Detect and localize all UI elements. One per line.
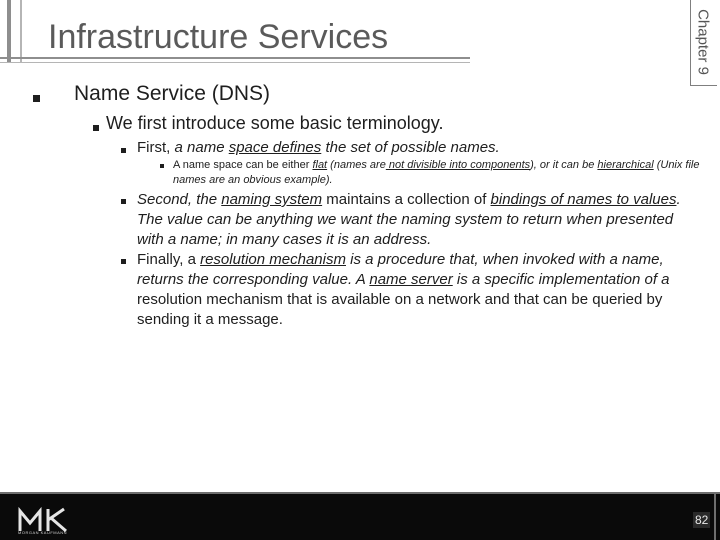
slide-title: Infrastructure Services (48, 18, 389, 56)
bullet-sub (160, 164, 164, 168)
heading-name-service: Name Service (DNS) (74, 82, 271, 105)
logo-subtext: MORGAN KAUFMANN (18, 530, 68, 535)
corner-frame-vertical-thin (20, 0, 22, 62)
bullet-second (121, 199, 126, 204)
sub-point-name-space: A name space can be either flat (names are not divisible into components), or it can be hierarchical (Unix file names are an obvious example). (173, 159, 700, 186)
bullet-level2 (93, 125, 99, 131)
bullet-finally (121, 259, 126, 264)
bullet-first (121, 148, 126, 153)
second-point: Second, the naming system maintains a collection of bindings of names to values. The value can be anything we want the naming system to return when presented with a name; in many cases it is an address. (137, 191, 681, 248)
chapter-label: Chapter 9 (694, 9, 712, 75)
first-point: First, a name space defines the set of possible names. (137, 139, 500, 156)
title-rule (0, 57, 470, 59)
corner-frame-vertical (7, 0, 11, 62)
finally-point: Finally, a resolution mechanism is a procedure that, when invoked with a name, returns the corresponding value. A name server is a specific implementation of a resolution mechanism that is available on a network and that can be queried by sending it a message. (137, 251, 670, 328)
page-number: 82 (695, 513, 709, 527)
title-rule-thin (0, 62, 470, 63)
intro-line: We first introduce some basic terminology. (106, 113, 444, 133)
bullet-level1 (33, 95, 40, 102)
footer-rule-vertical (714, 494, 716, 540)
footer-bar (0, 494, 720, 540)
